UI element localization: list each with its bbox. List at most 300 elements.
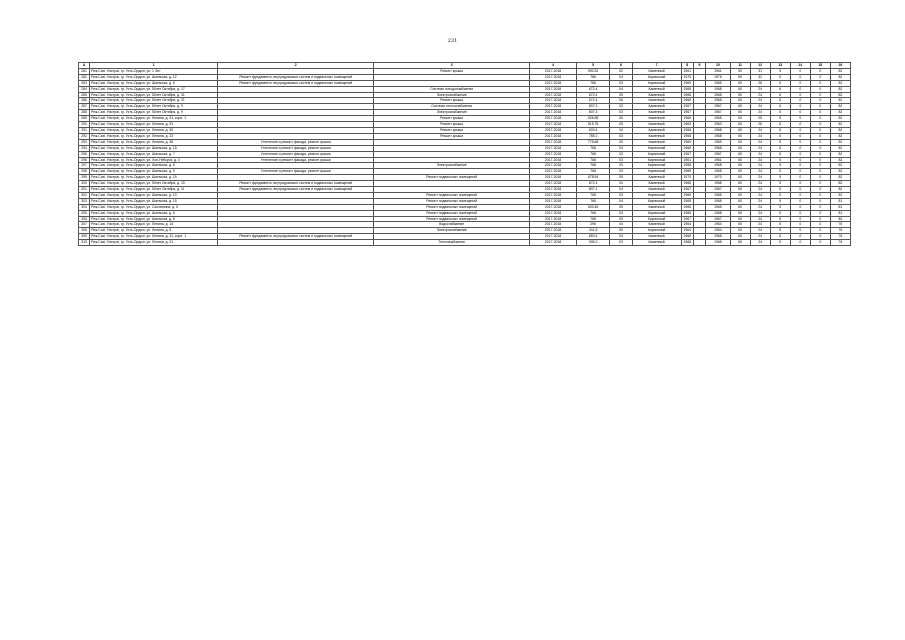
table-cell: 82 <box>830 74 850 80</box>
table-cell: 299 <box>79 175 90 181</box>
table-cell: 03 <box>610 192 632 198</box>
table-cell: 24 <box>750 204 770 210</box>
table-cell: 0 <box>790 222 810 228</box>
table-cell: 1961 <box>706 157 731 163</box>
table-cell: Ремонт крыши <box>374 98 530 104</box>
table-cell: 0 <box>810 204 830 210</box>
table-cell: Ремонт подвальных помещений <box>374 175 530 181</box>
table-cell: 82 <box>830 110 850 116</box>
table-cell: Реж.Сахі. Нэстраі, гр. Усть-Ордын, ул. Шатакоза, д. 6 <box>90 163 218 169</box>
table-cell: 24 <box>750 104 770 110</box>
table-cell: 03 <box>610 104 632 110</box>
table-cell: 2017-2018 <box>530 98 577 104</box>
table-cell: 82 <box>830 192 850 198</box>
table-cell: Каменный <box>632 86 681 92</box>
table-cell: 1966 <box>681 192 693 198</box>
table-cell: 05 <box>610 175 632 181</box>
table-cell: Водоснабжение <box>374 222 530 228</box>
table-cell: 82 <box>830 116 850 122</box>
table-cell: 2017-2018 <box>530 145 577 151</box>
table-cell: 807.3 <box>576 110 609 116</box>
table-cell: 60 <box>730 122 750 128</box>
table-cell: 0 <box>790 133 810 139</box>
table-cell: Реж.Сахі. Нэстраі, гр. Усть-Ордын, ул. 50лет Октября, д. 15 <box>90 181 218 187</box>
table-cell: 1967 <box>706 104 731 110</box>
table-cell: 5 <box>770 198 790 204</box>
table-cell: 04 <box>610 127 632 133</box>
table-cell: 24 <box>750 157 770 163</box>
table-cell: 5 <box>770 122 790 128</box>
table-cell: Каменный <box>632 222 681 228</box>
table-cell: 5 <box>770 116 790 122</box>
table-cell: 5 <box>770 74 790 80</box>
table-cell: 1968 <box>706 127 731 133</box>
table-cell: 5 <box>770 169 790 175</box>
table-cell: Ремонт подвальных помещений <box>374 198 530 204</box>
table-cell: 24 <box>750 192 770 198</box>
table-cell: Реж.Сахі. Нэстраі, гр. Усть-Ордын, ул. Ленина, д. 38 <box>90 139 218 145</box>
table-cell: Реж.Сахі. Нэстраі, гр. Усть-Ордын, ул. Ленина, д. 23 <box>90 133 218 139</box>
table-cell: Реж.Сахі. Нэстраі, гр. Усть-Ордын, ул. Ленина, д. 14 <box>90 222 218 228</box>
table-cell: 60 <box>730 228 750 234</box>
table-cell: 1968 <box>706 98 731 104</box>
table-cell: 0 <box>790 80 810 86</box>
table-cell: 281 <box>79 68 90 74</box>
table-cell: 5 <box>770 110 790 116</box>
table-cell: Кирпичный <box>632 198 681 204</box>
table-cell: 672.4 <box>576 92 609 98</box>
table-cell: 0 <box>810 98 830 104</box>
table-cell: 1968 <box>681 145 693 151</box>
table-cell: 24 <box>750 127 770 133</box>
table-cell: 5 <box>770 216 790 222</box>
table-cell: 03 <box>610 80 632 86</box>
column-header: 1 <box>90 63 218 69</box>
table-cell: 1967 <box>706 110 731 116</box>
table-cell: 06 <box>610 98 632 104</box>
table-cell: 0 <box>790 187 810 193</box>
table-cell: 2017-2018 <box>530 92 577 98</box>
table-cell: 768 <box>576 163 609 169</box>
table-cell: 24 <box>750 181 770 187</box>
table-cell: 768 <box>576 210 609 216</box>
table-cell: 1970 <box>681 175 693 181</box>
table-cell: 293 <box>79 139 90 145</box>
table-cell: 60 <box>730 145 750 151</box>
column-header: 2 <box>218 63 374 69</box>
table-cell: 24 <box>750 86 770 92</box>
table-cell: Теплоснабжение <box>374 240 530 246</box>
table-cell: Кирпичный <box>632 145 681 151</box>
table-cell: 1968 <box>706 92 731 98</box>
table-cell: 1965 <box>681 204 693 210</box>
table-cell: 04 <box>610 145 632 151</box>
table-cell: 0 <box>810 192 830 198</box>
table-cell: Электроснабжение <box>374 92 530 98</box>
table-cell: 1961 <box>681 157 693 163</box>
table-cell: 60 <box>730 80 750 86</box>
table-cell: 50 <box>730 92 750 98</box>
table-cell: 1961 <box>681 68 693 74</box>
table-cell: 24 <box>750 163 770 169</box>
table-cell: 82 <box>830 133 850 139</box>
table-cell: 289 <box>79 116 90 122</box>
table-cell: 282 <box>79 74 90 80</box>
table-cell: Каменный <box>632 181 681 187</box>
table-cell: 2017-2018 <box>530 222 577 228</box>
table-cell: 283 <box>79 80 90 86</box>
table-cell: Реж.Сахі. Нэстраі, гр. Усть-Ордын, ул. Шатакоза, д. 9 <box>90 169 218 175</box>
table-cell: 785.2 <box>576 133 609 139</box>
table-cell: Реж.Сахі. Нэстраі, гр. Усть-Ордын, ул. Хон-Неборга, д. 4 <box>90 157 218 163</box>
table-cell: 0 <box>790 127 810 133</box>
table-cell: Ремонт крыши <box>374 116 530 122</box>
table-cell: 1968 <box>706 86 731 92</box>
column-header: А <box>79 63 90 69</box>
table-cell: 0 <box>790 110 810 116</box>
table-cell: Каменный <box>632 240 681 246</box>
table-cell: 32 <box>750 74 770 80</box>
table-cell: 1968 <box>681 234 693 240</box>
table-cell: 310 <box>79 240 90 246</box>
table-cell: Утепление и ремонт фасада, ремонт крыши <box>218 145 374 151</box>
table-cell: 1975 <box>706 74 731 80</box>
table-cell: 2017-2018 <box>530 116 577 122</box>
table-cell: 775.68 <box>576 139 609 145</box>
column-header: 10 <box>706 63 731 69</box>
table-cell: 0 <box>810 216 830 222</box>
table-cell: 60 <box>730 104 750 110</box>
table-cell: 0 <box>790 234 810 240</box>
table-cell: 03 <box>610 151 632 157</box>
table-cell: 2017-2018 <box>530 127 577 133</box>
table-cell: Реж.Сахі. Нэстраі, гр. Усть-Ордын, ул. 50лет Октября, д. 17 <box>90 86 218 92</box>
table-cell: Каменный <box>632 110 681 116</box>
table-row <box>79 240 851 246</box>
table-cell: 5 <box>770 139 790 145</box>
table-cell: Реж.Сахі. Нэстраі, гр. Усть-Ордын, ул. Шатакоза, д. 15 <box>90 175 218 181</box>
table-cell: 60 <box>730 151 750 157</box>
table-cell: 1965 <box>681 116 693 122</box>
table-cell: 60 <box>730 110 750 116</box>
table-cell: 1964 <box>681 228 693 234</box>
table-cell: 0 <box>810 68 830 74</box>
table-cell: 0 <box>810 104 830 110</box>
table-cell: 285 <box>79 92 90 98</box>
table-cell: 26 <box>750 122 770 128</box>
table-cell: Кирпичный <box>632 163 681 169</box>
table-cell: 05 <box>610 139 632 145</box>
table-cell: 1965 <box>706 116 731 122</box>
table-cell: 296 <box>576 222 609 228</box>
table-cell: Каменный <box>632 204 681 210</box>
table-cell: 1975 <box>681 74 693 80</box>
table-cell: 0 <box>810 187 830 193</box>
table-cell: Ремонт фундамента, внутридомовых систем и подвальных помещений <box>218 74 374 80</box>
table-cell: 04 <box>610 198 632 204</box>
table-cell: 24 <box>750 139 770 145</box>
table-cell: 1968 <box>706 210 731 216</box>
column-header: 7 <box>632 63 681 69</box>
table-cell: Электроснабжение <box>374 228 530 234</box>
table-cell: 60 <box>730 98 750 104</box>
table-cell: 5 <box>770 98 790 104</box>
table-cell: Каменный <box>632 68 681 74</box>
table-cell: 02 <box>610 68 632 74</box>
table-cell: Каменный <box>632 104 681 110</box>
table-cell: 82 <box>830 122 850 128</box>
table-cell: Система холодоснабжения <box>374 86 530 92</box>
table-cell: 768 <box>576 192 609 198</box>
table-cell: 1968 <box>706 163 731 169</box>
table-cell: 603.45 <box>576 204 609 210</box>
table-cell: 0 <box>790 169 810 175</box>
table-cell: 307 <box>79 222 90 228</box>
column-header: 6 <box>610 63 632 69</box>
table-cell: 0 <box>810 169 830 175</box>
table-cell: 590.32 <box>576 68 609 74</box>
table-cell: Утепление и ремонт фасада, ремонт крыши <box>218 139 374 145</box>
table-cell: 60 <box>730 133 750 139</box>
table-cell: 6 <box>770 92 790 98</box>
table-cell: 03 <box>610 157 632 163</box>
table-cell: Реж.Сахі. Нэстраі, гр. Усть-Ордын, ул. 50лет Октября, д. 11 <box>90 187 218 193</box>
table-cell: 1968 <box>681 240 693 246</box>
column-header: 9 <box>693 63 705 69</box>
table-cell: 2017-2018 <box>530 157 577 163</box>
table-cell: Кирпичный <box>632 157 681 163</box>
table-cell: 0 <box>790 74 810 80</box>
table-cell: 5 <box>770 192 790 198</box>
table-cell: 24 <box>750 228 770 234</box>
column-header: 15 <box>810 63 830 69</box>
table-cell: 2017-2018 <box>530 228 577 234</box>
table-cell: 05 <box>610 228 632 234</box>
table-cell: Электроснабжение <box>374 110 530 116</box>
table-cell: 5 <box>770 157 790 163</box>
table-cell: 304 <box>79 204 90 210</box>
table-cell: 60 <box>730 116 750 122</box>
table-cell: 1969 <box>706 139 731 145</box>
table-cell: 81 <box>830 210 850 216</box>
table-cell: Реж.Сахі. Нэстраі, гр. Усть-Ордын, ул. Шатакоза, д. 15 <box>90 198 218 204</box>
table-cell: 1970 <box>706 175 731 181</box>
table-cell: Кирпичный <box>632 210 681 216</box>
table-cell: 24 <box>750 110 770 116</box>
table-cell: 2017-2018 <box>530 198 577 204</box>
table-cell: 0 <box>810 92 830 98</box>
table-cell: 24 <box>750 198 770 204</box>
table-cell: 1967 <box>681 104 693 110</box>
table-cell: 1961 <box>706 68 731 74</box>
table-cell <box>693 240 705 246</box>
table-cell: 2017-2018 <box>530 175 577 181</box>
table-cell: 0 <box>790 68 810 74</box>
table-cell: 1968 <box>681 163 693 169</box>
table-cell: Каменный <box>632 175 681 181</box>
table-cell: Каменный <box>632 187 681 193</box>
table-cell: 1968 <box>706 234 731 240</box>
table-cell: 2017-2018 <box>530 80 577 86</box>
table-cell: 0 <box>790 92 810 98</box>
table-cell: Реж.Сахі. Нэстраі, гр. Усть-Ордын, ул. Ленина, д. 31, корп. 1 <box>90 116 218 122</box>
column-header: 8 <box>681 63 693 69</box>
table-cell: Каменный <box>632 92 681 98</box>
table-cell: 0 <box>790 216 810 222</box>
table-cell: 24 <box>750 169 770 175</box>
table-cell: 1968 <box>681 86 693 92</box>
table-cell: 0 <box>810 181 830 187</box>
table-cell: 76 <box>830 234 850 240</box>
table-cell: 81 <box>830 198 850 204</box>
table-cell: 1965 <box>681 80 693 86</box>
table-cell: 82 <box>830 104 850 110</box>
table-cell: 2017-2018 <box>530 68 577 74</box>
table-cell: 05 <box>610 122 632 128</box>
table-cell: 0 <box>790 86 810 92</box>
table-cell: 82 <box>830 169 850 175</box>
table-cell: 24 <box>750 240 770 246</box>
table-cell: 0 <box>810 122 830 128</box>
table-cell: 0 <box>810 175 830 181</box>
table-cell: Реж.Сахі. Нэстраі, гр. Усть-Ордын, ул. Шатакоза, д. 8 <box>90 216 218 222</box>
table-cell: 60 <box>730 163 750 169</box>
table-cell: 24 <box>750 234 770 240</box>
table-cell: Кирпичный <box>632 74 681 80</box>
table-cell: Ремонт подвальных помещений <box>374 210 530 216</box>
table-cell: Реж.Сахі. Нэстраі, гр. Усть-Ордын, ул. Шатакоза, д. 7 <box>90 151 218 157</box>
table-cell: 306 <box>79 216 90 222</box>
table-cell: 303 <box>79 198 90 204</box>
table-cell: Реж.Сахі. Нэстраі, гр. Усть-Ордын, ул. Ленина, д. 51 <box>90 122 218 128</box>
table-cell: 5 <box>770 210 790 216</box>
table-cell: Система теплоснабжения <box>374 104 530 110</box>
table-cell: 82 <box>830 139 850 145</box>
table-cell: 5 <box>770 68 790 74</box>
table-cell: 2017-2018 <box>530 181 577 187</box>
table-cell: 82 <box>830 92 850 98</box>
table-cell: 03 <box>610 110 632 116</box>
table-cell: 287 <box>79 104 90 110</box>
table-cell: Каменный <box>632 139 681 145</box>
table-cell: 341.5 <box>576 228 609 234</box>
table-cell: 03 <box>610 133 632 139</box>
table-cell: 81 <box>830 204 850 210</box>
table-cell: 515.75 <box>576 122 609 128</box>
column-header: 12 <box>750 63 770 69</box>
table-cell: 82 <box>830 216 850 222</box>
table-cell: Ремонт подвальных помещений <box>374 216 530 222</box>
table-cell: 1968 <box>706 240 731 246</box>
table-cell: 1963 <box>706 122 731 128</box>
table-cell: 1968 <box>681 169 693 175</box>
table-cell: 6 <box>770 86 790 92</box>
table-cell: 302 <box>79 192 90 198</box>
table-cell: Реж.Сахі. Нэстраі, гр. Усть-Ордын, ул. 50лет Октября, д. 9 <box>90 104 218 110</box>
table-cell: Реж.Сахі. Нэстраі, гр. Усть-Ордын, ул. Ленина, д. 31, корп. 1 <box>90 234 218 240</box>
table-cell: 0 <box>810 210 830 216</box>
table-cell: 0 <box>790 228 810 234</box>
table-cell: 786 <box>576 74 609 80</box>
table-cell: Реж.Сахі. Нэстраі, гр. Усть-Ордын, ул. Ленина, д. 31 <box>90 240 218 246</box>
table-cell: 04 <box>610 234 632 240</box>
table-cell: Каменный <box>632 133 681 139</box>
table-cell: 24 <box>750 98 770 104</box>
table-cell: 60 <box>730 216 750 222</box>
column-header: 14 <box>790 63 810 69</box>
table-cell: 0 <box>810 240 830 246</box>
table-cell: 24 <box>750 133 770 139</box>
table-cell: 0 <box>810 86 830 92</box>
table-cell: 5 <box>770 228 790 234</box>
table-cell: 2017-2018 <box>530 110 577 116</box>
table-cell: 1968 <box>706 198 731 204</box>
table-cell: Утепление и ремонт фасада, ремонт крыши <box>218 157 374 163</box>
table-cell: 03 <box>610 240 632 246</box>
table-cell: 1968 <box>706 133 731 139</box>
table-cell: 1967 <box>681 110 693 116</box>
table-cell: 24 <box>750 216 770 222</box>
table-cell: 0 <box>810 234 830 240</box>
table-cell: 295 <box>79 151 90 157</box>
table-cell: 298 <box>79 169 90 175</box>
table-cell: 768 <box>576 157 609 163</box>
table-cell: Каменный <box>632 234 681 240</box>
table-cell: 2017-2018 <box>530 234 577 240</box>
column-header: 16 <box>830 63 850 69</box>
table-cell: 0 <box>810 163 830 169</box>
table-cell: 768 <box>576 216 609 222</box>
table-cell: 05 <box>610 92 632 98</box>
table-cell: 2017-2018 <box>530 187 577 193</box>
table-cell: 768 <box>576 151 609 157</box>
table-cell: 82 <box>830 187 850 193</box>
table-cell: Реж.Сахі. Нэстраі, гр. Усть-Ордын, ул. Шатакоза, д. 6 <box>90 80 218 86</box>
table-cell: 807.3 <box>576 104 609 110</box>
table-cell: 2017-2018 <box>530 240 577 246</box>
table-cell: 0 <box>790 145 810 151</box>
table-cell: 0 <box>790 181 810 187</box>
table-cell: 672.4 <box>576 181 609 187</box>
table-cell: 82 <box>830 98 850 104</box>
table-cell: Кирпичный <box>632 228 681 234</box>
table-cell: 6 <box>770 104 790 110</box>
column-header: 11 <box>730 63 750 69</box>
table-cell: 0 <box>790 98 810 104</box>
table-cell: 2017-2018 <box>530 169 577 175</box>
table-cell: 672.4 <box>576 86 609 92</box>
table-cell: 04 <box>610 222 632 228</box>
table-cell: 82 <box>830 163 850 169</box>
table-cell: 0 <box>810 198 830 204</box>
table-cell: 603.4 <box>576 127 609 133</box>
table-cell: Реж.Сахі. Нэстраі, гр. Усть-Ордын, ул. Шатакоза, д. 6 <box>90 210 218 216</box>
table-cell: 0 <box>810 157 830 163</box>
table-cell: 297 <box>79 163 90 169</box>
table-cell: 82 <box>830 151 850 157</box>
column-header: 4 <box>530 63 577 69</box>
table-cell: Каменный <box>632 122 681 128</box>
table-cell: Ремонт подвальных помещений <box>374 192 530 198</box>
table-cell: 76 <box>830 240 850 246</box>
table-cell: Кирпичный <box>632 80 681 86</box>
table-cell: 1967 <box>681 151 693 157</box>
table-cell: 82 <box>830 175 850 181</box>
table-cell: 76 <box>830 222 850 228</box>
table-cell: 82 <box>830 68 850 74</box>
table-cell: 82 <box>830 127 850 133</box>
column-header: 5 <box>576 63 609 69</box>
